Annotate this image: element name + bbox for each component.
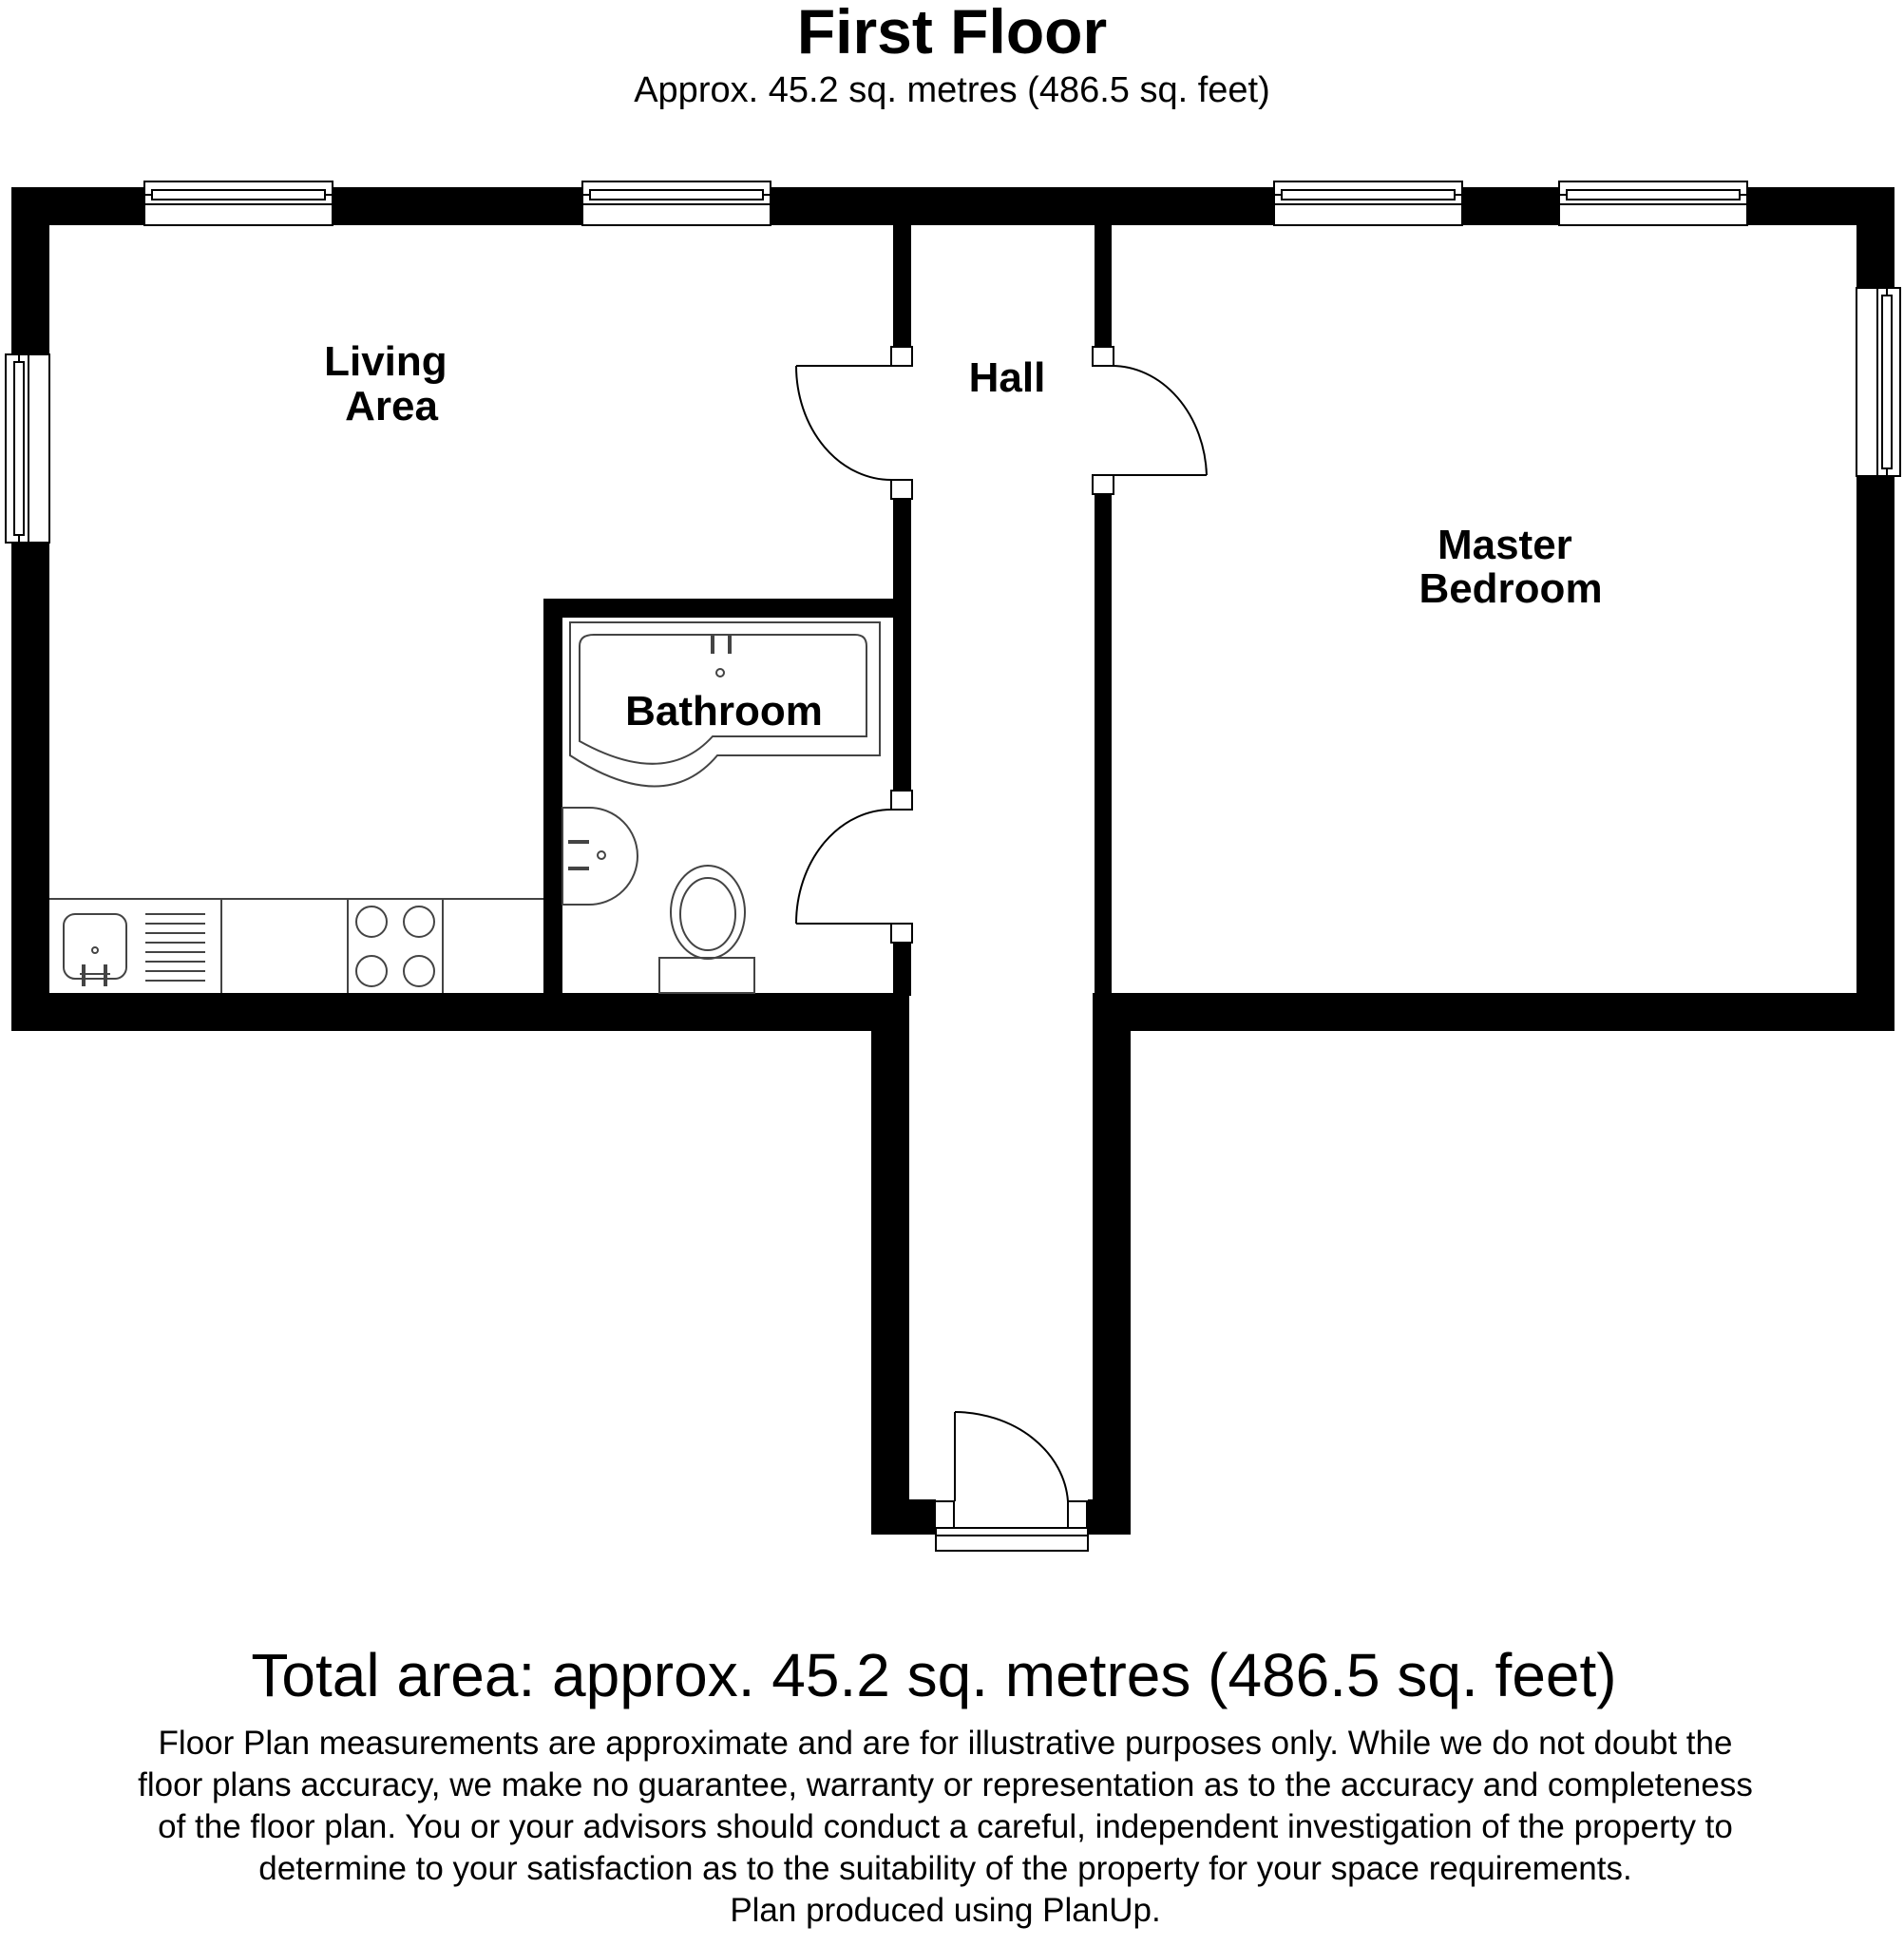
window-living-top-1 (144, 181, 333, 225)
disclaimer-line: determine to your satisfaction as to the suitability of the property for your space requirements. (258, 1850, 1632, 1887)
wall-entrance-right-stub (1088, 1499, 1131, 1535)
door-bathroom (796, 810, 893, 924)
disclaimer-line: Floor Plan measurements are approximate and are for illustrative purposes only. While we do not doubt the (158, 1725, 1733, 1762)
hob-icon (356, 906, 434, 986)
floor-title: First Floor (796, 0, 1108, 67)
bathroom-fixtures (562, 622, 880, 993)
door-living-area (796, 366, 893, 480)
wall-hall-left-1 (893, 225, 911, 347)
doors (796, 366, 1207, 1501)
room-label-hall: Hall (968, 354, 1046, 401)
toilet-icon (659, 866, 754, 993)
wall-bottom-left (11, 993, 909, 1031)
wall-corridor-right (1093, 993, 1131, 1535)
window-entrance (936, 1528, 1088, 1551)
wall-bathroom-left (543, 599, 562, 996)
room-label-bedroom-line2: Bedroom (1418, 565, 1603, 612)
drainer-icon (145, 914, 205, 981)
windows (6, 181, 1900, 1551)
wall-hall-right-2 (1095, 494, 1112, 996)
room-label-bathroom: Bathroom (625, 688, 823, 735)
wall-corridor-left (871, 993, 909, 1535)
room-label-living-line2: Area (345, 383, 438, 429)
window-living-top-2 (582, 181, 771, 225)
wall-hall-left-3 (893, 941, 911, 996)
door-master-bedroom (1112, 366, 1207, 475)
floor-area-subtitle: Approx. 45.2 sq. metres (486.5 sq. feet) (634, 70, 1270, 110)
total-area: Total area: approx. 45.2 sq. metres (486.5 sq. feet) (251, 1641, 1617, 1709)
disclaimer-line: floor plans accuracy, we make no guarantee, warranty or representation as to the accuracy and completeness (138, 1766, 1753, 1803)
sink-icon (64, 914, 126, 986)
basin-icon (562, 808, 638, 905)
wall-hall-left-2 (893, 496, 911, 808)
door-entrance (955, 1412, 1068, 1501)
kitchen-counter (49, 899, 543, 993)
wall-entrance-left-stub (871, 1499, 936, 1535)
window-living-left (6, 354, 49, 543)
room-label-bedroom-line1: Master (1437, 522, 1572, 568)
wall-left (11, 187, 49, 1031)
disclaimer-line: Plan produced using PlanUp. (730, 1892, 1161, 1929)
wall-hall-right-1 (1095, 225, 1112, 347)
window-bedroom-top-2 (1559, 181, 1747, 225)
room-label-living-line1: Living (324, 338, 447, 385)
window-bedroom-right (1856, 288, 1900, 476)
svg-text:Master Bedroom (1418, 522, 1602, 612)
svg-text:Living Area (324, 338, 459, 429)
disclaimer-line: of the floor plan. You or your advisors should conduct a careful, independent investigation of the property to (158, 1808, 1733, 1845)
disclaimer (48, 1723, 1843, 1932)
window-bedroom-top-1 (1274, 181, 1462, 225)
walls (11, 187, 1894, 1535)
wall-bottom-right (1093, 993, 1894, 1031)
wall-bathroom-top (543, 599, 909, 618)
